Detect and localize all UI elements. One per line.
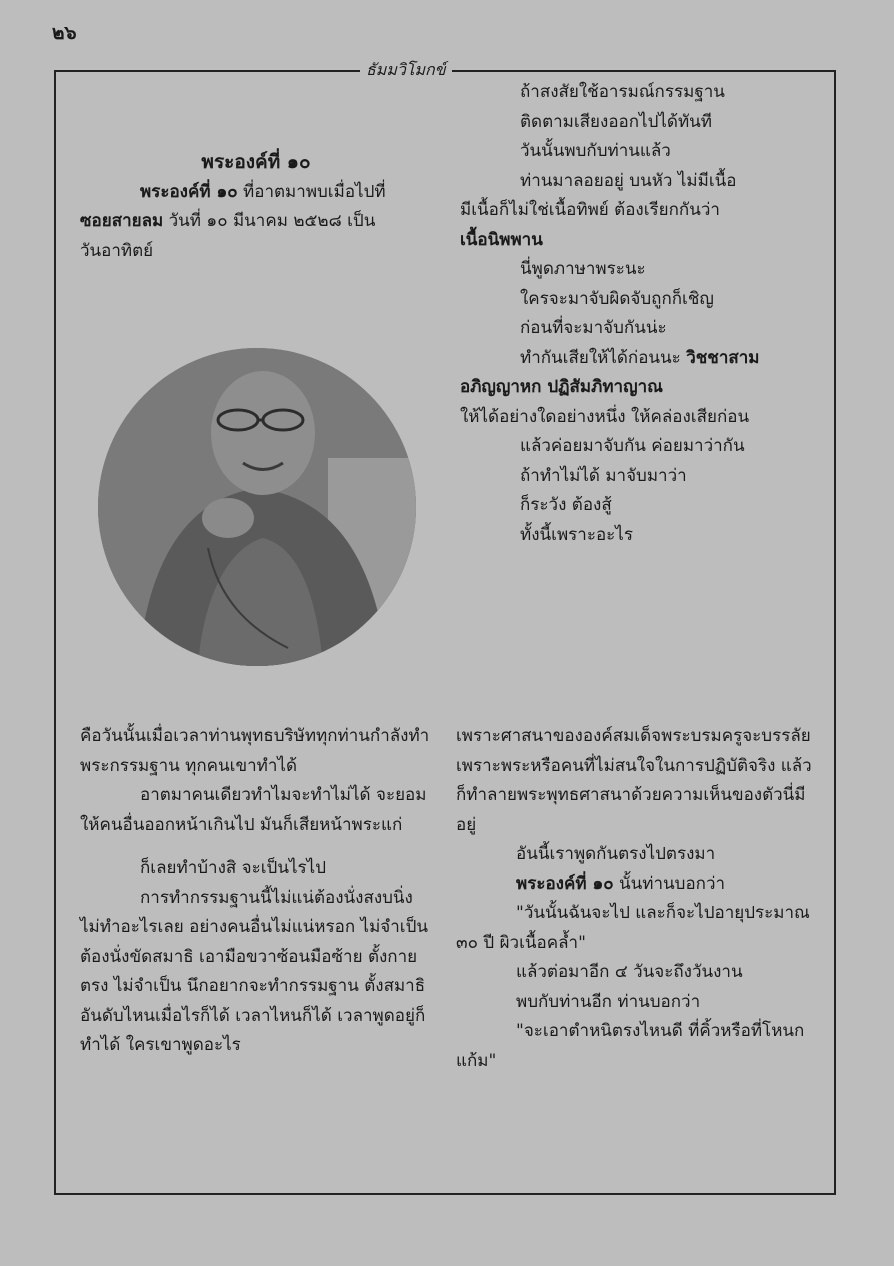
verse-line: วันนั้นพบกับท่านแล้ว [520, 141, 671, 161]
intro-line-3: วันอาทิตย์ [80, 240, 154, 261]
paragraph: "จะเอาตำหนิตรงไหนดี ที่คิ้วหรือที่โหนกแก้ม" [456, 1021, 805, 1071]
paragraph: เพราะศาสนาขององค์สมเด็จพระบรมครูจะบรรลัยเพราะพระหรือคนที่ไม่สนใจในการปฏิบัติจริง แล้วก็ทำลายพระพุทธศาสนาด้วยความเห็นของตัวนี่มีอยู่ [456, 726, 812, 835]
verse-line: ถ้าทำไม่ได้ มาจับมาว่า [520, 465, 687, 486]
verse-line-bold: อภิญญาหก ปฏิสัมภิทาญาณ [460, 377, 663, 397]
paragraph: อันนี้เราพูดกันตรงไปตรงมา [516, 844, 716, 864]
verse-line: ทั้งนี้เพราะอะไร [520, 524, 633, 545]
date-text: วันที่ ๑๐ มีนาคม ๒๕๒๘ เป็น [163, 211, 376, 231]
monk-portrait-icon [98, 348, 416, 666]
left-bottom-text [80, 722, 432, 1061]
intro-line [80, 178, 432, 208]
verse-line: แล้วค่อยมาจับกัน ค่อยมาว่ากัน [520, 436, 745, 456]
left-top-text [80, 148, 432, 266]
paragraph: แล้วต่อมาอีก ๔ วันจะถึงวันงาน [516, 962, 743, 982]
section-heading: พระองค์ที่ ๑๐ [201, 151, 311, 173]
verse-line: ใครจะมาจับผิดจับถูกก็เชิญ [520, 288, 714, 309]
verse-bold: วิชชาสาม [686, 347, 760, 368]
right-top-text [460, 78, 816, 550]
intro-bold: พระองค์ที่ ๑๐ [140, 181, 238, 202]
verse-line: นี่พูดภาษาพระนะ [520, 259, 646, 279]
verse-line: ถ้าสงสัยใช้อารมณ์กรรมฐาน [520, 82, 725, 102]
verse-line: มีเนื้อก็ไม่ใช่เนื้อทิพย์ ต้องเรียกกันว่า [460, 200, 720, 220]
paragraph: ก็เลยทำบ้างสิ จะเป็นไรไป [140, 858, 326, 878]
intro-line-2 [80, 207, 432, 237]
verse-line: ให้ได้อย่างใดอย่างหนึ่ง ให้คล่องเสียก่อน [460, 406, 750, 427]
verse-line: ติดตามเสียงออกไปได้ทันที [520, 111, 712, 132]
verse-line-bold: เนื้อนิพพาน [460, 229, 543, 250]
paragraph [456, 870, 816, 900]
verse-line: ก็ระวัง ต้องสู้ [520, 495, 612, 515]
paragraph: อาตมาคนเดียวทำไมจะทำไม่ได้ จะยอมให้คนอื่นออกหน้าเกินไป มันก็เสียหน้าพระแก่ [80, 785, 427, 835]
portrait-photo [98, 348, 416, 666]
paragraph: "วันนั้นฉันจะไป และก็จะไปอายุประมาณ ๓๐ ปี ผิวเนื้อคล้ำ" [456, 903, 810, 953]
paragraph: คือวันนั้นเมื่อเวลาท่านพุทธบริษัททุกท่านกำลังทำพระกรรมฐาน ทุกคนเขาทำได้ [80, 726, 430, 776]
verse-line: ก่อนที่จะมาจับกันน่ะ [520, 318, 667, 338]
paragraph: การทำกรรมฐานนี้ไม่แน่ต้องนั่งสงบนิ่งไม่ทำอะไรเลย อย่างคนอื่นไม่แน่หรอก ไม่จำเป็นต้องนั่งขัดสมาธิ เอามือขวาซ้อนมือซ้าย ตั้งกายตรง ไม่จำเป็น นึกอยากจะทำกรรมฐาน ตั้งสมาธิอันดับไหนเมื่อไรก็ได้ เวลาไหนก็ได้ เวลาพูดอยู่ก็ทำได้ ใครเขาพูดอะไร [80, 887, 429, 1055]
place-bold: ซอยสายลม [80, 211, 164, 231]
running-header: ธัมมวิโมกข์ [360, 58, 452, 83]
page-number: ๒๖ [52, 22, 77, 44]
right-bottom-text [456, 722, 816, 1076]
intro-rest: ที่อาตมาพบเมื่อไปที่ [237, 181, 386, 202]
paragraph: พบกับท่านอีก ท่านบอกว่า [516, 991, 701, 1012]
verse-text: ทำกันเสียให้ได้ก่อนนะ [520, 347, 687, 368]
verse-line [460, 344, 816, 374]
verse-line: ท่านมาลอยอยู่ บนหัว ไม่มีเนื้อ [520, 170, 737, 191]
paragraph-bold: พระองค์ที่ ๑๐ [516, 873, 614, 894]
paragraph-text: นั้นท่านบอกว่า [613, 873, 726, 894]
